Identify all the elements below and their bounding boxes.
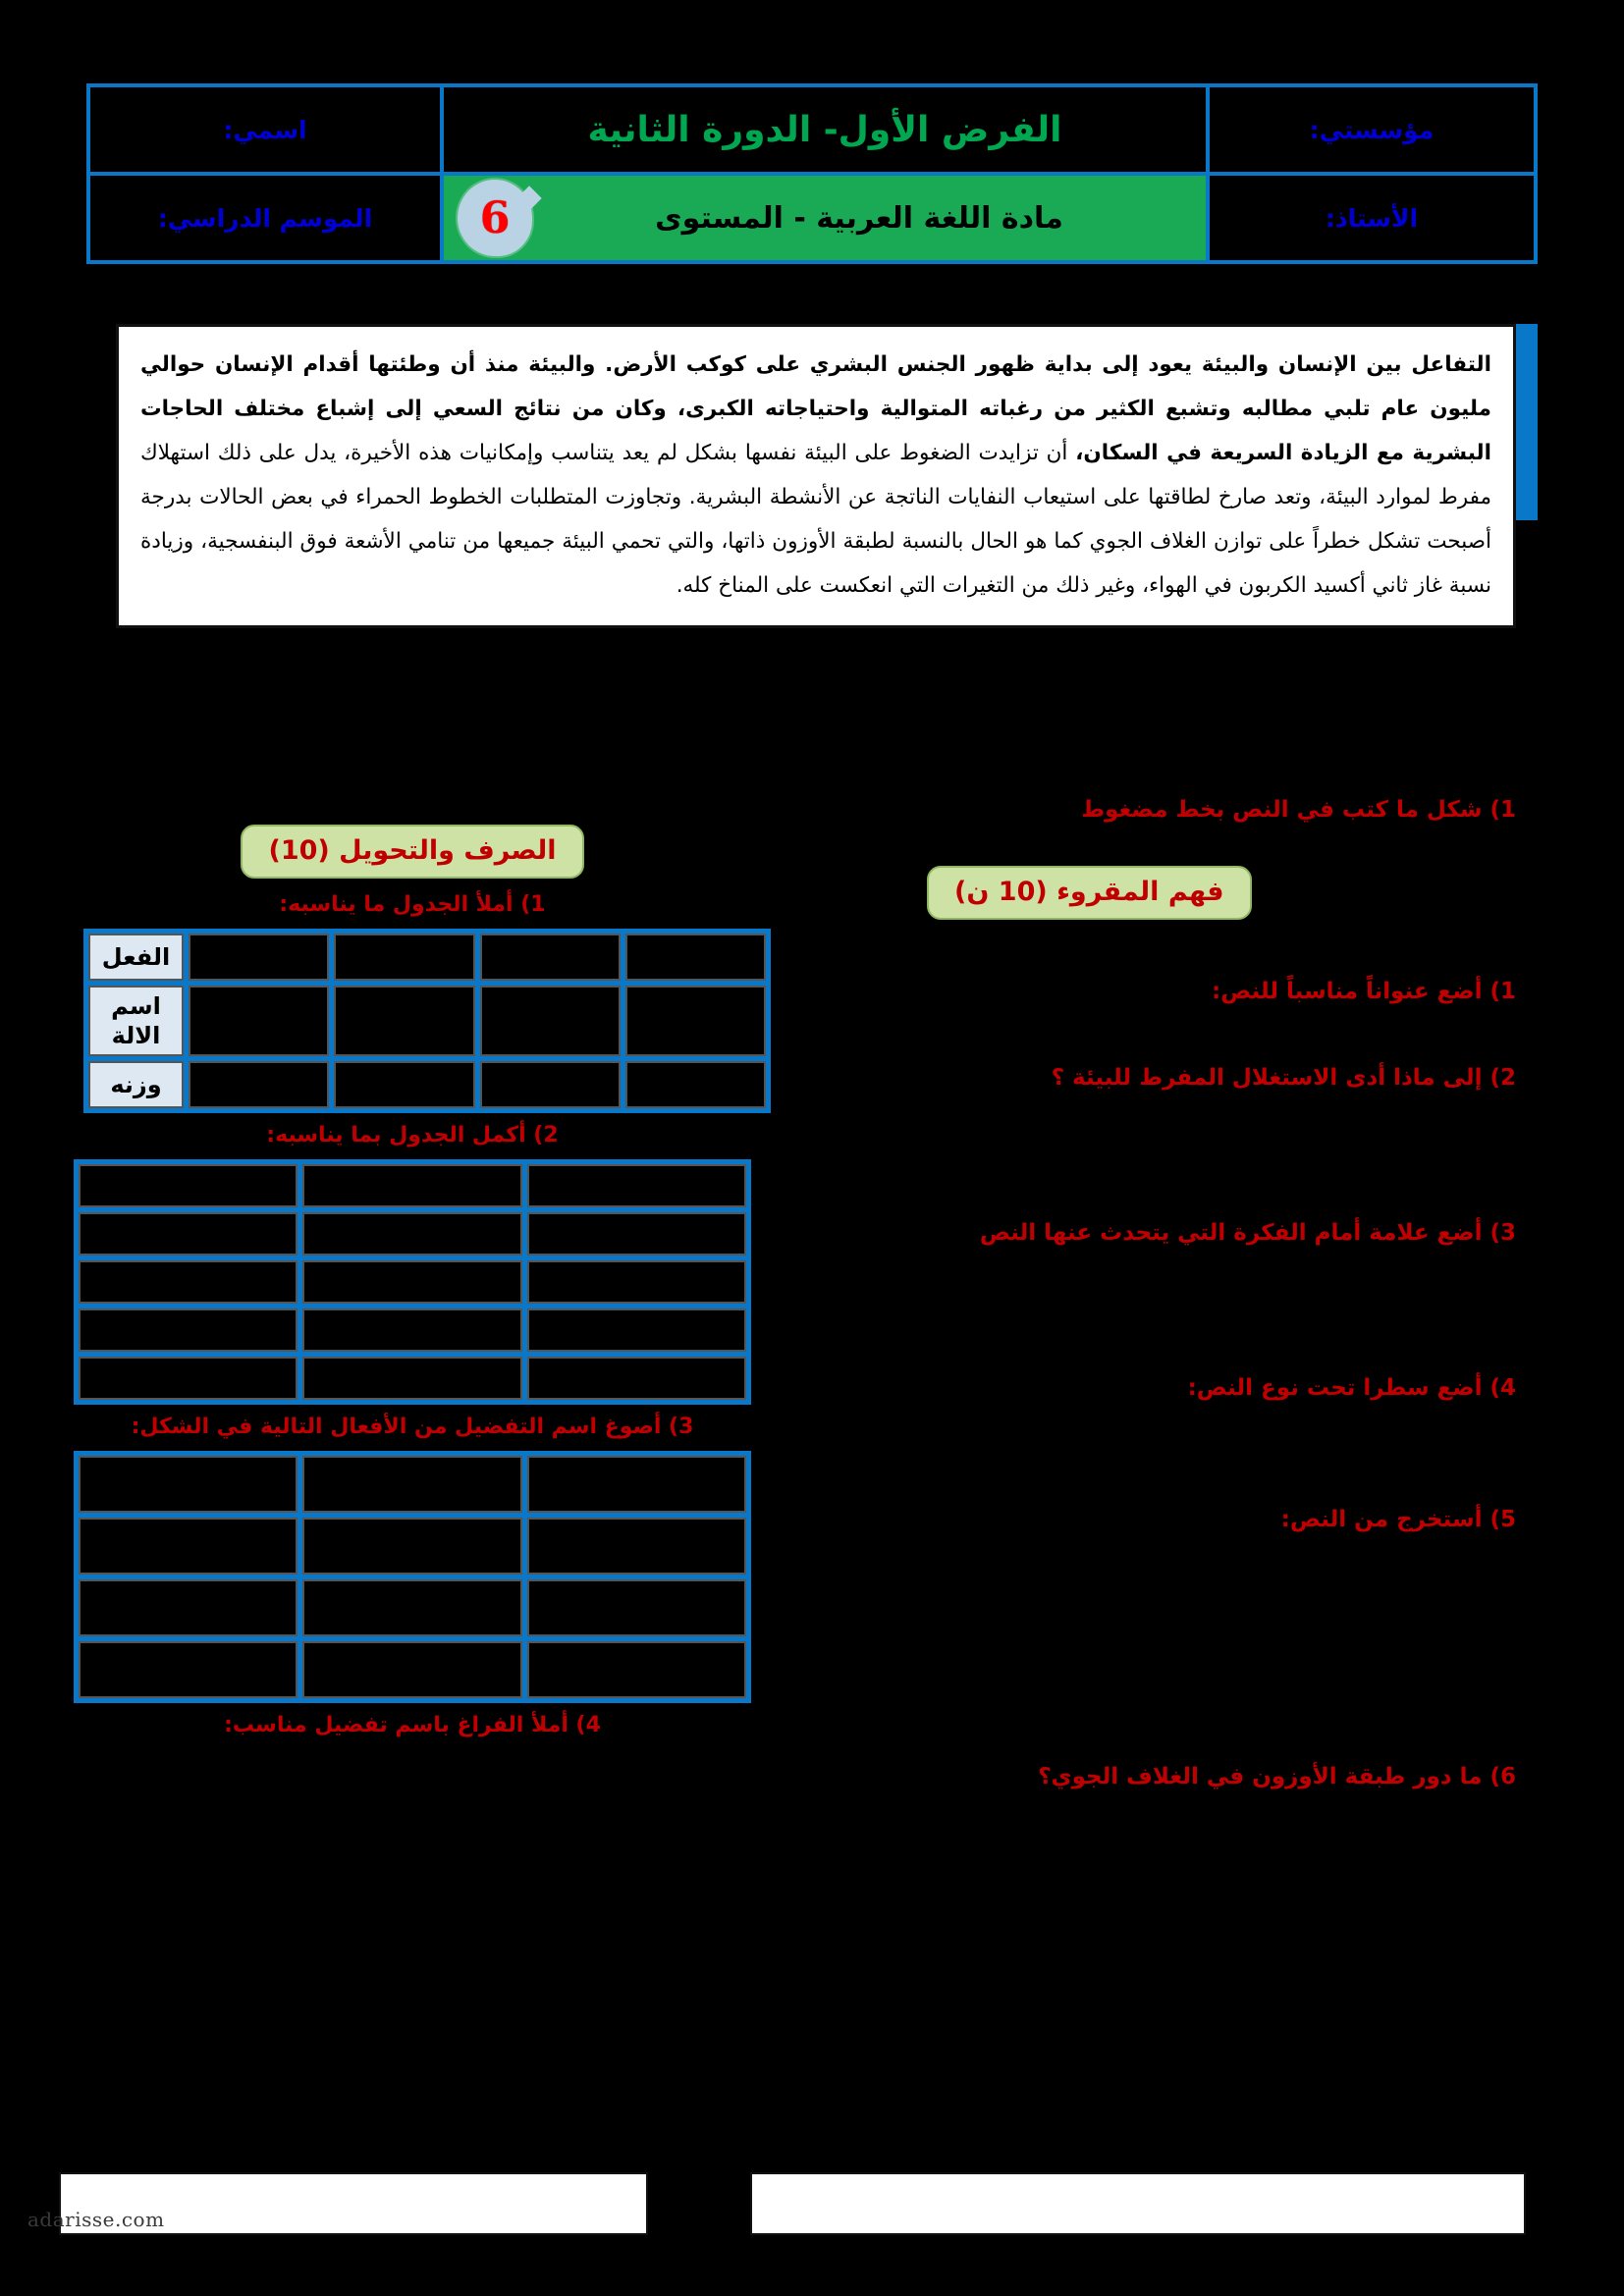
table-row — [79, 1212, 746, 1255]
table-cell[interactable] — [625, 934, 766, 981]
table-cell[interactable] — [302, 1357, 521, 1400]
table-cell[interactable] — [189, 986, 329, 1056]
table-cell[interactable] — [79, 1456, 298, 1513]
institution-cell — [1210, 87, 1534, 172]
table-cell[interactable] — [527, 1579, 746, 1636]
table-row — [88, 934, 766, 981]
table-cell[interactable] — [527, 1641, 746, 1698]
table-row-header-pattern: وزنه — [88, 1061, 184, 1108]
exam-title: الفرض الأول- الدورة الثانية — [587, 109, 1062, 150]
table-cell[interactable] — [79, 1641, 298, 1698]
teacher-label: الأستاذ: — [1325, 203, 1419, 233]
table-row — [79, 1357, 746, 1400]
subject-label: مادة اللغة العربية - المستوى — [655, 200, 1063, 236]
morphology-pill-row — [54, 825, 771, 879]
table-cell[interactable] — [527, 1164, 746, 1207]
subject-banner-cell — [444, 176, 1210, 260]
table-row — [88, 986, 766, 1056]
table-cell[interactable] — [302, 1641, 521, 1698]
table-cell[interactable] — [527, 1260, 746, 1304]
table-cell[interactable] — [79, 1164, 298, 1207]
table-cell[interactable] — [334, 986, 474, 1056]
student-name-label: اسمي: — [223, 115, 307, 144]
morphology-instruction-3: 3) أصوغ اسم التفضيل من الأفعال التالية في الشكل: — [131, 1415, 694, 1439]
table-cell[interactable] — [527, 1212, 746, 1255]
accent-bar — [1514, 324, 1538, 520]
morphology-instruction-2: 2) أكمل الجدول بما يناسبه: — [266, 1123, 559, 1148]
passage-rest-part: أن تزايدت الضغوط على البيئة نفسها بشكل لم يعد يتناسب وإمكانيات هذه الأخيرة، يدل على ذلك استهلاك مفرط لموارد البيئة، وتعد صارخ لطاقتها على استيعاب النفايات الناتجة عن الأنشطة البشرية. وتجاوزت المتطلبات الخطوط الحمراء في بعض الحالات بدرجة أصبحت تشكل خطراً على توازن الغلاف الجوي كما هو الحال بالنسبة لطبقة الأوزون ذاتها، والتي تحمي البيئة جميعها من تنامي الأشعة فوق البنفسجية، وزيادة نسبة غاز ثاني أكسيد الكربون في الهواء، وغير ذلك من التغيرات التي انعكست على المناخ كله. — [140, 441, 1491, 598]
table-cell[interactable] — [79, 1212, 298, 1255]
table-cell[interactable] — [527, 1518, 746, 1575]
table-cell[interactable] — [480, 934, 621, 981]
reading-question-2: 2) إلى ماذا أدى الاستغلال المفرط للبيئة ؟ — [1051, 1065, 1516, 1091]
table-cell[interactable] — [527, 1308, 746, 1352]
table-row — [79, 1260, 746, 1304]
table-cell[interactable] — [480, 986, 621, 1056]
footer-box-right — [750, 2172, 1526, 2235]
morphology-section-badge: الصرف والتحويل (10) — [241, 825, 583, 879]
reading-question-4: 4) أضع سطرا تحت نوع النص: — [1187, 1375, 1516, 1401]
student-name-cell — [90, 87, 444, 172]
morphology-instruction-1: 1) أملأ الجدول ما يناسبه: — [279, 892, 546, 917]
pre-question-shakl: 1) شكل ما كتب في النص بخط مضغوط — [1081, 797, 1516, 823]
morphology-column — [54, 825, 771, 1737]
institution-label: مؤسستي: — [1309, 115, 1435, 144]
table-row — [79, 1518, 746, 1575]
header-row-bottom — [90, 172, 1534, 260]
reading-comprehension-column — [927, 795, 1516, 1791]
reading-question-1: 1) أضع عنواناً مناسباً للنص: — [1212, 979, 1516, 1004]
table-cell[interactable] — [189, 1061, 329, 1108]
table-row-header-verb: الفعل — [88, 934, 184, 981]
table-cell[interactable] — [302, 1308, 521, 1352]
exam-title-cell — [444, 87, 1210, 172]
table-cell[interactable] — [334, 934, 474, 981]
site-watermark: adarisse.com — [27, 2208, 165, 2231]
reading-question-6: 6) ما دور طبقة الأوزون في الغلاف الجوي؟ — [1038, 1764, 1516, 1789]
reading-question-3: 3) أضع علامة أمام الفكرة التي يتحدث عنها النص — [979, 1220, 1516, 1246]
table-row — [79, 1641, 746, 1698]
morphology-instruction-4: 4) أملأ الفراغ باسم تفضيل مناسب: — [224, 1713, 601, 1737]
season-cell — [90, 176, 444, 260]
table-cell[interactable] — [527, 1456, 746, 1513]
table-cell[interactable] — [79, 1308, 298, 1352]
table-cell[interactable] — [302, 1579, 521, 1636]
table-row-header-instrument-noun: اسم الالة — [88, 986, 184, 1056]
table-cell[interactable] — [189, 934, 329, 981]
table-cell[interactable] — [625, 1061, 766, 1108]
table-cell[interactable] — [302, 1260, 521, 1304]
table-cell[interactable] — [334, 1061, 474, 1108]
table-cell[interactable] — [625, 986, 766, 1056]
teacher-cell — [1210, 176, 1534, 260]
table-cell[interactable] — [480, 1061, 621, 1108]
morphology-table-1 — [83, 929, 771, 1113]
exam-header-table — [86, 83, 1538, 264]
season-label: الموسم الدراسي: — [157, 203, 373, 233]
table-cell[interactable] — [302, 1212, 521, 1255]
header-row-top — [90, 87, 1534, 172]
morphology-table-2 — [74, 1159, 751, 1405]
morphology-table-3 — [74, 1451, 751, 1703]
table-cell[interactable] — [302, 1456, 521, 1513]
table-cell[interactable] — [302, 1518, 521, 1575]
reading-pill-row — [927, 866, 1516, 920]
table-row — [79, 1579, 746, 1636]
table-row — [79, 1456, 746, 1513]
table-cell[interactable] — [79, 1357, 298, 1400]
table-cell[interactable] — [527, 1357, 746, 1400]
table-cell[interactable] — [302, 1164, 521, 1207]
reading-passage-text — [140, 343, 1491, 608]
reading-passage-box — [116, 324, 1516, 628]
level-badge — [458, 180, 532, 256]
reading-section-badge: فهم المقروء (10 ن) — [927, 866, 1252, 920]
table-cell[interactable] — [79, 1260, 298, 1304]
table-cell[interactable] — [79, 1518, 298, 1575]
level-number: 6 — [479, 192, 511, 243]
table-row — [88, 1061, 766, 1108]
table-row — [79, 1308, 746, 1352]
table-cell[interactable] — [79, 1579, 298, 1636]
reading-question-5: 5) أستخرج من النص: — [1280, 1507, 1516, 1532]
table-row — [79, 1164, 746, 1207]
passage-bold-part: التفاعل بين الإنسان والبيئة يعود إلى بداية ظهور الجنس البشري على كوكب الأرض. والبيئة منذ أن وطئتها أقدام الإنسان حوالي مليون عام تلبي مطالبه وتشبع الكثير من رغباته المتوالية واحتياجاته الكبرى، وكان من نتائج السعي إلى إشباع مختلف الحاجات البشرية مع الزيادة السريعة في السكان، — [140, 352, 1492, 465]
